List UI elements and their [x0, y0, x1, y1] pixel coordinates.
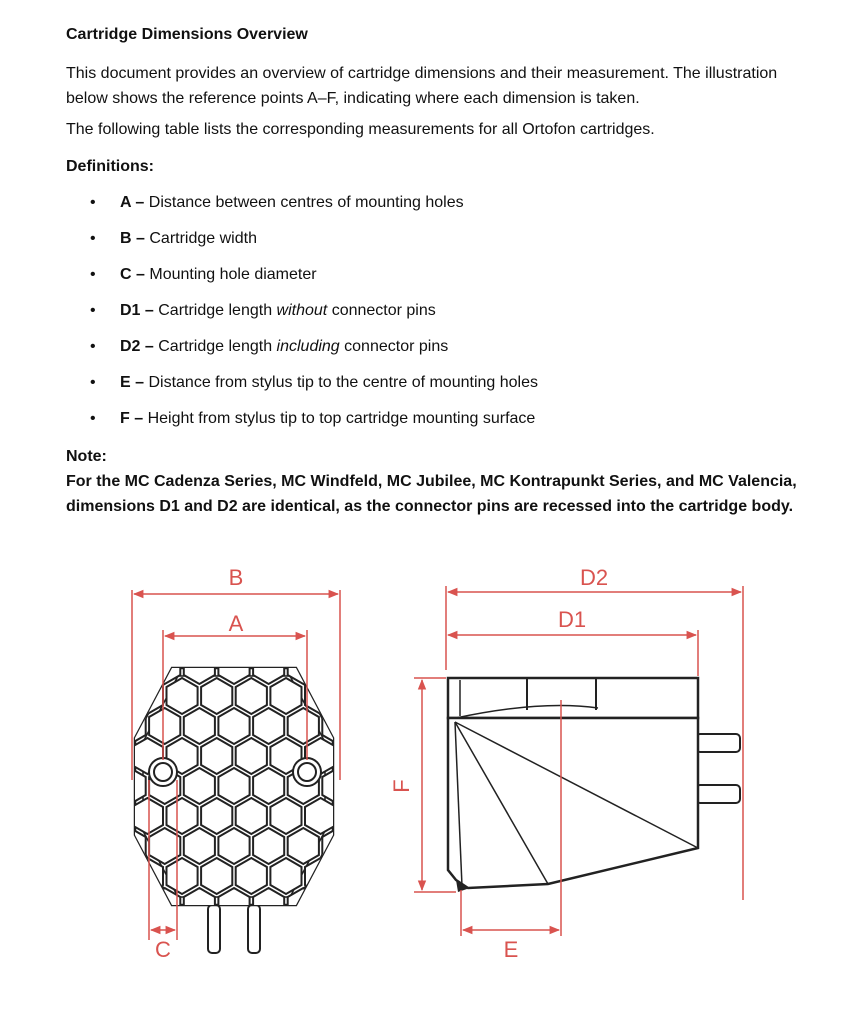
- honeycomb-cell: [288, 828, 319, 864]
- honeycomb-cell: [357, 828, 388, 864]
- honeycomb-cell: [97, 858, 128, 894]
- definition-key: B –: [120, 230, 150, 247]
- honeycomb-cell: [115, 888, 146, 924]
- honeycomb-cell: [340, 738, 371, 774]
- honeycomb-cell: [167, 858, 198, 894]
- honeycomb-cell: [322, 768, 353, 804]
- honeycomb-cell: [236, 798, 267, 834]
- definition-text-end: connector pins: [339, 338, 449, 355]
- note-text: For the MC Cadenza Series, MC Windfeld, MC Jubilee, MC Kontrapunkt Series, and MC Valencia, dimensions D1 and D2 are identical, as the connector pins are recessed into the cartridge body.: [66, 473, 797, 515]
- honeycomb-cell: [357, 648, 388, 684]
- honeycomb-cell: [132, 798, 163, 834]
- honeycomb-cell: [80, 648, 111, 684]
- definition-key: A –: [120, 194, 149, 211]
- honeycomb-cell: [97, 918, 128, 954]
- honeycomb-cell: [374, 738, 405, 774]
- side-body-outline: [448, 718, 698, 888]
- definition-key: C –: [120, 266, 150, 283]
- honeycomb-cell: [218, 648, 249, 684]
- dimension-d1: [448, 630, 698, 676]
- definition-text: Mounting hole diameter: [149, 266, 317, 283]
- label-a: A: [228, 611, 244, 636]
- definition-text: Distance from stylus tip to the centre of mounting holes: [148, 374, 538, 391]
- bullet: •: [90, 410, 96, 427]
- honeycomb-cell: [374, 858, 405, 894]
- honeycomb-cell: [357, 948, 388, 984]
- honeycomb-cell: [132, 618, 163, 654]
- definition-text: Cartridge length: [158, 302, 277, 319]
- cartridge-dimension-diagram: [0, 540, 866, 1024]
- honeycomb-cell: [322, 828, 353, 864]
- honeycomb-cell: [340, 858, 371, 894]
- honeycomb-cell: [80, 888, 111, 924]
- honeycomb-cell: [374, 918, 405, 954]
- definition-item-c: [90, 266, 317, 284]
- bullet: •: [90, 194, 96, 211]
- honeycomb-cell: [149, 708, 180, 744]
- honeycomb-cell: [80, 708, 111, 744]
- honeycomb-cell: [340, 678, 371, 714]
- intro-paragraph-2: The following table lists the corresponding measurements for all Ortofon cartridges.: [66, 121, 655, 138]
- label-e: E: [503, 937, 519, 962]
- label-d2: D2: [579, 565, 609, 590]
- honeycomb-cell: [97, 738, 128, 774]
- front-view: [80, 565, 406, 984]
- honeycomb-cell: [184, 828, 215, 864]
- honeycomb-cell: [374, 678, 405, 714]
- honeycomb-cell: [253, 828, 284, 864]
- label-d1: D1: [557, 607, 587, 632]
- side-connector-pins: [696, 734, 740, 803]
- honeycomb-cell: [357, 888, 388, 924]
- bullet: •: [90, 374, 96, 391]
- honeycomb-cell: [305, 918, 336, 954]
- honeycomb-cell: [184, 768, 215, 804]
- honeycomb-cell: [340, 798, 371, 834]
- honeycomb-cell: [253, 708, 284, 744]
- honeycomb-cell: [80, 828, 111, 864]
- honeycomb-cell: [236, 738, 267, 774]
- honeycomb-cell: [201, 798, 232, 834]
- definition-item-e: [90, 374, 538, 392]
- definition-item-d2: [90, 338, 448, 356]
- honeycomb-cell: [201, 858, 232, 894]
- honeycomb-cell: [167, 678, 198, 714]
- honeycomb-cell: [218, 948, 249, 984]
- honeycomb-cell: [340, 918, 371, 954]
- label-b: B: [228, 565, 244, 590]
- honeycomb-cell: [322, 648, 353, 684]
- honeycomb-cell: [322, 888, 353, 924]
- bullet: •: [90, 302, 96, 319]
- honeycomb-cell: [218, 828, 249, 864]
- honeycomb-cell: [218, 708, 249, 744]
- honeycomb-cell: [253, 648, 284, 684]
- honeycomb-cell: [305, 618, 336, 654]
- honeycomb-cell: [288, 948, 319, 984]
- definition-text: Distance between centres of mounting holes: [148, 194, 464, 211]
- definition-item-b: [90, 230, 257, 248]
- honeycomb-cell: [288, 708, 319, 744]
- honeycomb-cell: [270, 798, 301, 834]
- honeycomb-cell: [340, 618, 371, 654]
- honeycomb-cell: [236, 678, 267, 714]
- honeycomb-cell: [132, 858, 163, 894]
- honeycomb-cell: [149, 648, 180, 684]
- honeycomb-cell: [167, 918, 198, 954]
- honeycomb-cell: [97, 678, 128, 714]
- honeycomb-cell: [201, 678, 232, 714]
- definition-key: D2 –: [120, 338, 159, 355]
- honeycomb-cell: [305, 678, 336, 714]
- honeycomb-cell: [270, 918, 301, 954]
- definition-emphasis: including: [276, 338, 340, 355]
- label-f: F: [389, 779, 414, 793]
- honeycomb-cell: [305, 858, 336, 894]
- definition-emphasis: without: [276, 302, 328, 319]
- honeycomb-cell: [270, 858, 301, 894]
- honeycomb-cell: [270, 678, 301, 714]
- definition-item-d1: [90, 302, 436, 320]
- bullet: •: [90, 338, 96, 355]
- honeycomb-cell: [322, 948, 353, 984]
- honeycomb-cell: [357, 768, 388, 804]
- honeycomb-cell: [374, 798, 405, 834]
- honeycomb-cell: [80, 588, 111, 624]
- honeycomb-pattern: [80, 588, 406, 984]
- definition-item-f: [90, 410, 535, 428]
- honeycomb-cell: [97, 798, 128, 834]
- honeycomb-cell: [374, 618, 405, 654]
- honeycomb-cell: [115, 828, 146, 864]
- definition-key: D1 –: [120, 302, 159, 319]
- honeycomb-cell: [167, 798, 198, 834]
- side-view: [389, 565, 743, 962]
- intro-paragraph: This document provides an overview of cartridge dimensions and their measurement. The illustration below shows the reference points A–F, indicating where each dimension is taken.: [66, 65, 778, 107]
- honeycomb-cell: [132, 678, 163, 714]
- definition-text: Cartridge width: [149, 230, 257, 247]
- definitions-heading: Definitions:: [66, 158, 154, 175]
- honeycomb-cell: [184, 708, 215, 744]
- definition-text: Cartridge length: [158, 338, 277, 355]
- honeycomb-cell: [149, 828, 180, 864]
- bullet: •: [90, 266, 96, 283]
- definition-text-end: connector pins: [327, 302, 436, 319]
- honeycomb-cell: [357, 708, 388, 744]
- honeycomb-cell: [357, 588, 388, 624]
- honeycomb-cell: [184, 648, 215, 684]
- definition-item-a: [90, 194, 464, 212]
- honeycomb-cell: [115, 648, 146, 684]
- definition-text: Height from stylus tip to top cartridge mounting surface: [147, 410, 536, 427]
- honeycomb-cell: [236, 858, 267, 894]
- page-title: Cartridge Dimensions Overview: [66, 26, 308, 43]
- honeycomb-cell: [80, 768, 111, 804]
- honeycomb-cell: [115, 948, 146, 984]
- honeycomb-cell: [288, 648, 319, 684]
- honeycomb-cell: [80, 948, 111, 984]
- honeycomb-cell: [115, 768, 146, 804]
- honeycomb-cell: [97, 618, 128, 654]
- bullet: •: [90, 230, 96, 247]
- honeycomb-cell: [253, 768, 284, 804]
- definition-key: F –: [120, 410, 148, 427]
- honeycomb-cell: [201, 738, 232, 774]
- definition-key: E –: [120, 374, 149, 391]
- honeycomb-cell: [218, 768, 249, 804]
- note-heading: Note:: [66, 448, 107, 465]
- honeycomb-cell: [305, 798, 336, 834]
- label-c: C: [155, 937, 171, 962]
- connector-pins: [208, 905, 260, 953]
